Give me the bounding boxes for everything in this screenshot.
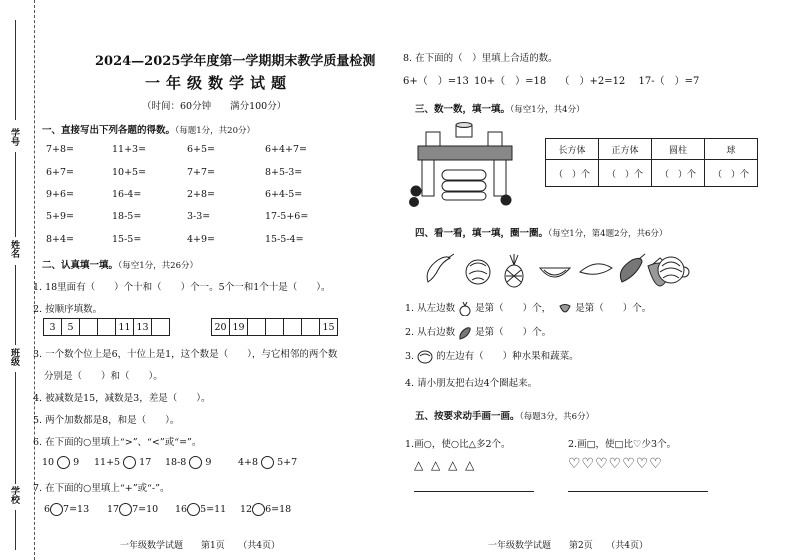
seq-cell[interactable]	[80, 319, 98, 336]
math-item: 10+5=	[112, 167, 147, 178]
seq-cell[interactable]	[266, 319, 284, 336]
block-stack-illustration	[408, 122, 520, 208]
ball-icon	[501, 195, 512, 206]
binding-margin	[0, 0, 35, 560]
math-item: 8+5-3=	[265, 167, 303, 178]
section2-title: 二、认真填一填。	[42, 260, 119, 271]
math-item: 8+4=	[46, 234, 75, 245]
section4-title: 四、看一看，填一填，圈一圈。	[415, 228, 549, 239]
compare-left: 11+5	[94, 457, 121, 468]
exam-info: （时间：60分钟 满分100分）	[142, 101, 287, 112]
answer-circle[interactable]	[252, 503, 265, 516]
compare-right: 5+7	[277, 457, 298, 468]
cuboid-leg-icon	[494, 160, 506, 196]
section5-note: （每题3分，共6分）	[519, 412, 595, 422]
seq-cell: 11	[116, 319, 134, 336]
operator-row	[175, 503, 226, 516]
section4-heading	[415, 225, 667, 239]
answer-circle[interactable]	[57, 456, 70, 469]
cuboid-leg-icon	[422, 160, 434, 196]
operand: 5=11	[200, 504, 227, 515]
answer-circle[interactable]	[50, 503, 63, 516]
seq-cell[interactable]	[152, 319, 170, 336]
cylinder-icon	[442, 170, 486, 180]
operator-row	[107, 503, 158, 516]
seq-cell[interactable]	[302, 319, 320, 336]
section1-note: （每题1分，共20分）	[175, 126, 255, 136]
q8-item: 6+（ ）=13	[403, 76, 469, 87]
s4-q2-text: 2. 从右边数	[405, 327, 456, 338]
margin-line	[15, 265, 16, 345]
math-item: 15-5=	[112, 234, 142, 245]
compare-right: 17	[139, 457, 152, 468]
s4-question-4: 4. 请小朋友把右边4个圈起来。	[405, 378, 538, 389]
compare-row	[94, 456, 151, 469]
class-label: 班级	[9, 348, 19, 366]
q8-items	[403, 72, 699, 87]
math-item: 9+6=	[46, 189, 75, 200]
sequence-table-2	[211, 318, 338, 336]
q8-item: 10+（ ）=18	[474, 76, 547, 87]
student-id-label: 学号	[9, 128, 19, 146]
answer-circle[interactable]	[261, 456, 274, 469]
answer-circle[interactable]	[119, 503, 132, 516]
name-label: 姓名	[9, 240, 19, 258]
ball-icon	[409, 197, 419, 207]
q8-title: 8. 在下面的（ ）里填上合适的数。	[403, 53, 558, 64]
seq-cell[interactable]	[284, 319, 302, 336]
margin-line	[15, 510, 16, 550]
cabbage-icon	[466, 260, 490, 284]
section2-heading	[42, 257, 198, 271]
compare-right: 9	[73, 457, 80, 468]
seq-cell: 5	[62, 319, 80, 336]
seq-cell: 13	[134, 319, 152, 336]
shape-count-cell[interactable]: （ ）个	[705, 160, 758, 187]
strawberry-icon	[558, 302, 572, 316]
margin-line	[15, 372, 16, 484]
shape-count-cell[interactable]: （ ）个	[599, 160, 652, 187]
s2-question-3a: 3. 一个数个位上是6，十位上是1，这个数是（ ），与它相邻的两个数	[33, 349, 338, 360]
q8-item: 17-（ ）=7	[638, 76, 700, 87]
section4-note: （每空1分，第4题2分，共6分）	[548, 229, 668, 239]
answer-circle[interactable]	[123, 456, 136, 469]
school-label: 学校	[9, 486, 19, 504]
operand: 16	[175, 504, 188, 515]
s2-question-5: 5. 两个加数都是8，和是（ ）。	[33, 415, 180, 426]
s5-question-1: 1.画○，使○比△多2个。	[405, 439, 511, 450]
operand: 7=10	[132, 504, 159, 515]
cube-icon	[488, 132, 502, 146]
s5-question-2: 2.画□，使□比♡少3个。	[568, 439, 677, 450]
compare-row	[165, 456, 211, 469]
s2-question-7: 7. 在下面的○里填上“+”或“-”。	[33, 483, 170, 494]
math-item: 7+8=	[46, 144, 75, 155]
triangle-row: △ △ △ △	[414, 458, 477, 472]
cube-icon	[426, 132, 440, 146]
section1-heading	[42, 122, 255, 136]
operand: 12	[240, 504, 253, 515]
math-item: 15-5-4=	[265, 234, 304, 245]
operator-row	[44, 503, 89, 516]
cucumber-icon	[580, 264, 612, 274]
section2-note: （每空1分，共26分）	[118, 261, 198, 271]
chili-pepper-icon	[427, 254, 454, 282]
math-item: 6+5=	[187, 144, 216, 155]
footer-page-1: 一年级数学试题 第1页 （共4页）	[120, 541, 280, 551]
s4-q1-blank: 是第（ ）个，	[475, 303, 552, 314]
shape-count-cell[interactable]: （ ）个	[652, 160, 705, 187]
footer-page-2: 一年级数学试题 第2页 （共4页）	[488, 541, 648, 551]
shape-header: 长方体	[546, 139, 599, 160]
pineapple-icon	[458, 302, 472, 316]
lettuce-icon	[654, 254, 688, 286]
section3-note: （每空1分，共4分）	[510, 105, 585, 115]
cuboid-icon	[418, 146, 512, 160]
seq-cell: 15	[320, 319, 338, 336]
pineapple-icon	[505, 254, 523, 287]
math-item: 5+9=	[46, 211, 75, 222]
s2-question-1: 1. 18里面有（ ）个十和（ ）个一。5个一和1个十是（ ）。	[33, 282, 331, 293]
math-item: 6+7=	[46, 167, 75, 178]
operand: 7=13	[63, 504, 90, 515]
exam-subtitle: 一年级数学试题	[145, 74, 293, 92]
math-item: 6+4-5=	[265, 189, 303, 200]
math-item: 3-3=	[187, 211, 211, 222]
section5-heading	[415, 408, 594, 422]
eggplant-icon	[458, 326, 472, 340]
exam-title: 2024—2025学年度第一学期期末教学质量检测	[95, 54, 376, 69]
s2-question-2: 2. 按顺序填数。	[33, 304, 103, 315]
operand: 6	[44, 504, 51, 515]
s2-question-6: 6. 在下面的○里填上“>”、“<”或“=”。	[33, 437, 202, 448]
math-item: 11+3=	[112, 144, 147, 155]
s4-q1-blank-2: 是第（ ）个。	[575, 303, 652, 314]
margin-line	[15, 152, 16, 237]
compare-left: 10	[42, 457, 55, 468]
drawing-line-2[interactable]	[568, 491, 708, 492]
margin-line	[15, 20, 16, 120]
math-item: 18-5=	[112, 211, 142, 222]
math-item: 6+4+7=	[265, 144, 308, 155]
section1-title: 一、直接写出下列各题的得数。	[42, 125, 176, 136]
s4-q2-blank: 是第（ ）个。	[475, 327, 552, 338]
math-item: 7+7=	[187, 167, 216, 178]
cylinder-icon	[442, 192, 486, 200]
compare-row	[42, 456, 79, 469]
section5-title: 五、按要求动手画一画。	[415, 411, 520, 422]
s4-q1-text: 1. 从左边数	[405, 303, 456, 314]
seq-cell: 3	[44, 319, 62, 336]
answer-circle[interactable]	[189, 456, 202, 469]
answer-circle[interactable]	[187, 503, 200, 516]
s4-question-2	[405, 324, 551, 340]
shape-header: 球	[705, 139, 758, 160]
compare-left: 4+8	[238, 457, 259, 468]
section3-title: 三、数一数，填一填。	[415, 104, 511, 115]
s4-question-1	[405, 300, 651, 316]
seq-cell: 19	[230, 319, 248, 336]
operator-row	[240, 503, 291, 516]
q8-item: （ ）+2=12	[559, 76, 626, 87]
drawing-line-1[interactable]	[414, 491, 534, 492]
seq-cell[interactable]	[248, 319, 266, 336]
operand: 6=18	[265, 504, 292, 515]
seq-cell[interactable]	[98, 319, 116, 336]
eggplant-icon	[620, 254, 645, 282]
sequence-table-1	[43, 318, 170, 336]
produce-row	[420, 252, 690, 288]
s4-q3-blank: 的左边有（ ）种水果和蔬菜。	[436, 351, 579, 362]
compare-row	[238, 456, 297, 469]
math-item: 4+9=	[187, 234, 216, 245]
operand: 17	[107, 504, 120, 515]
shape-count-table	[545, 138, 758, 187]
math-item: 17-5+6=	[265, 211, 309, 222]
shape-count-cell[interactable]: （ ）个	[546, 160, 599, 187]
shape-header: 圆柱	[652, 139, 705, 160]
seq-cell: 20	[212, 319, 230, 336]
heart-row: ♡♡♡♡♡♡♡	[568, 456, 663, 472]
math-item: 2+8=	[187, 189, 216, 200]
shape-header: 正方体	[599, 139, 652, 160]
compare-right: 9	[205, 457, 212, 468]
s4-q3-text: 3.	[405, 351, 415, 362]
s2-question-4: 4. 被减数是15，减数是3，差是（ ）。	[33, 393, 211, 404]
compare-left: 18-8	[165, 457, 187, 468]
melon-slice-icon	[540, 268, 570, 277]
cabbage-icon	[417, 350, 433, 364]
cylinder-icon	[442, 181, 486, 191]
math-item: 16-4=	[112, 189, 142, 200]
ball-icon	[411, 186, 422, 197]
s4-question-3	[405, 348, 579, 364]
section3-heading	[415, 101, 585, 115]
s2-question-3b: 分别是（ ）和（ ）。	[44, 371, 163, 382]
